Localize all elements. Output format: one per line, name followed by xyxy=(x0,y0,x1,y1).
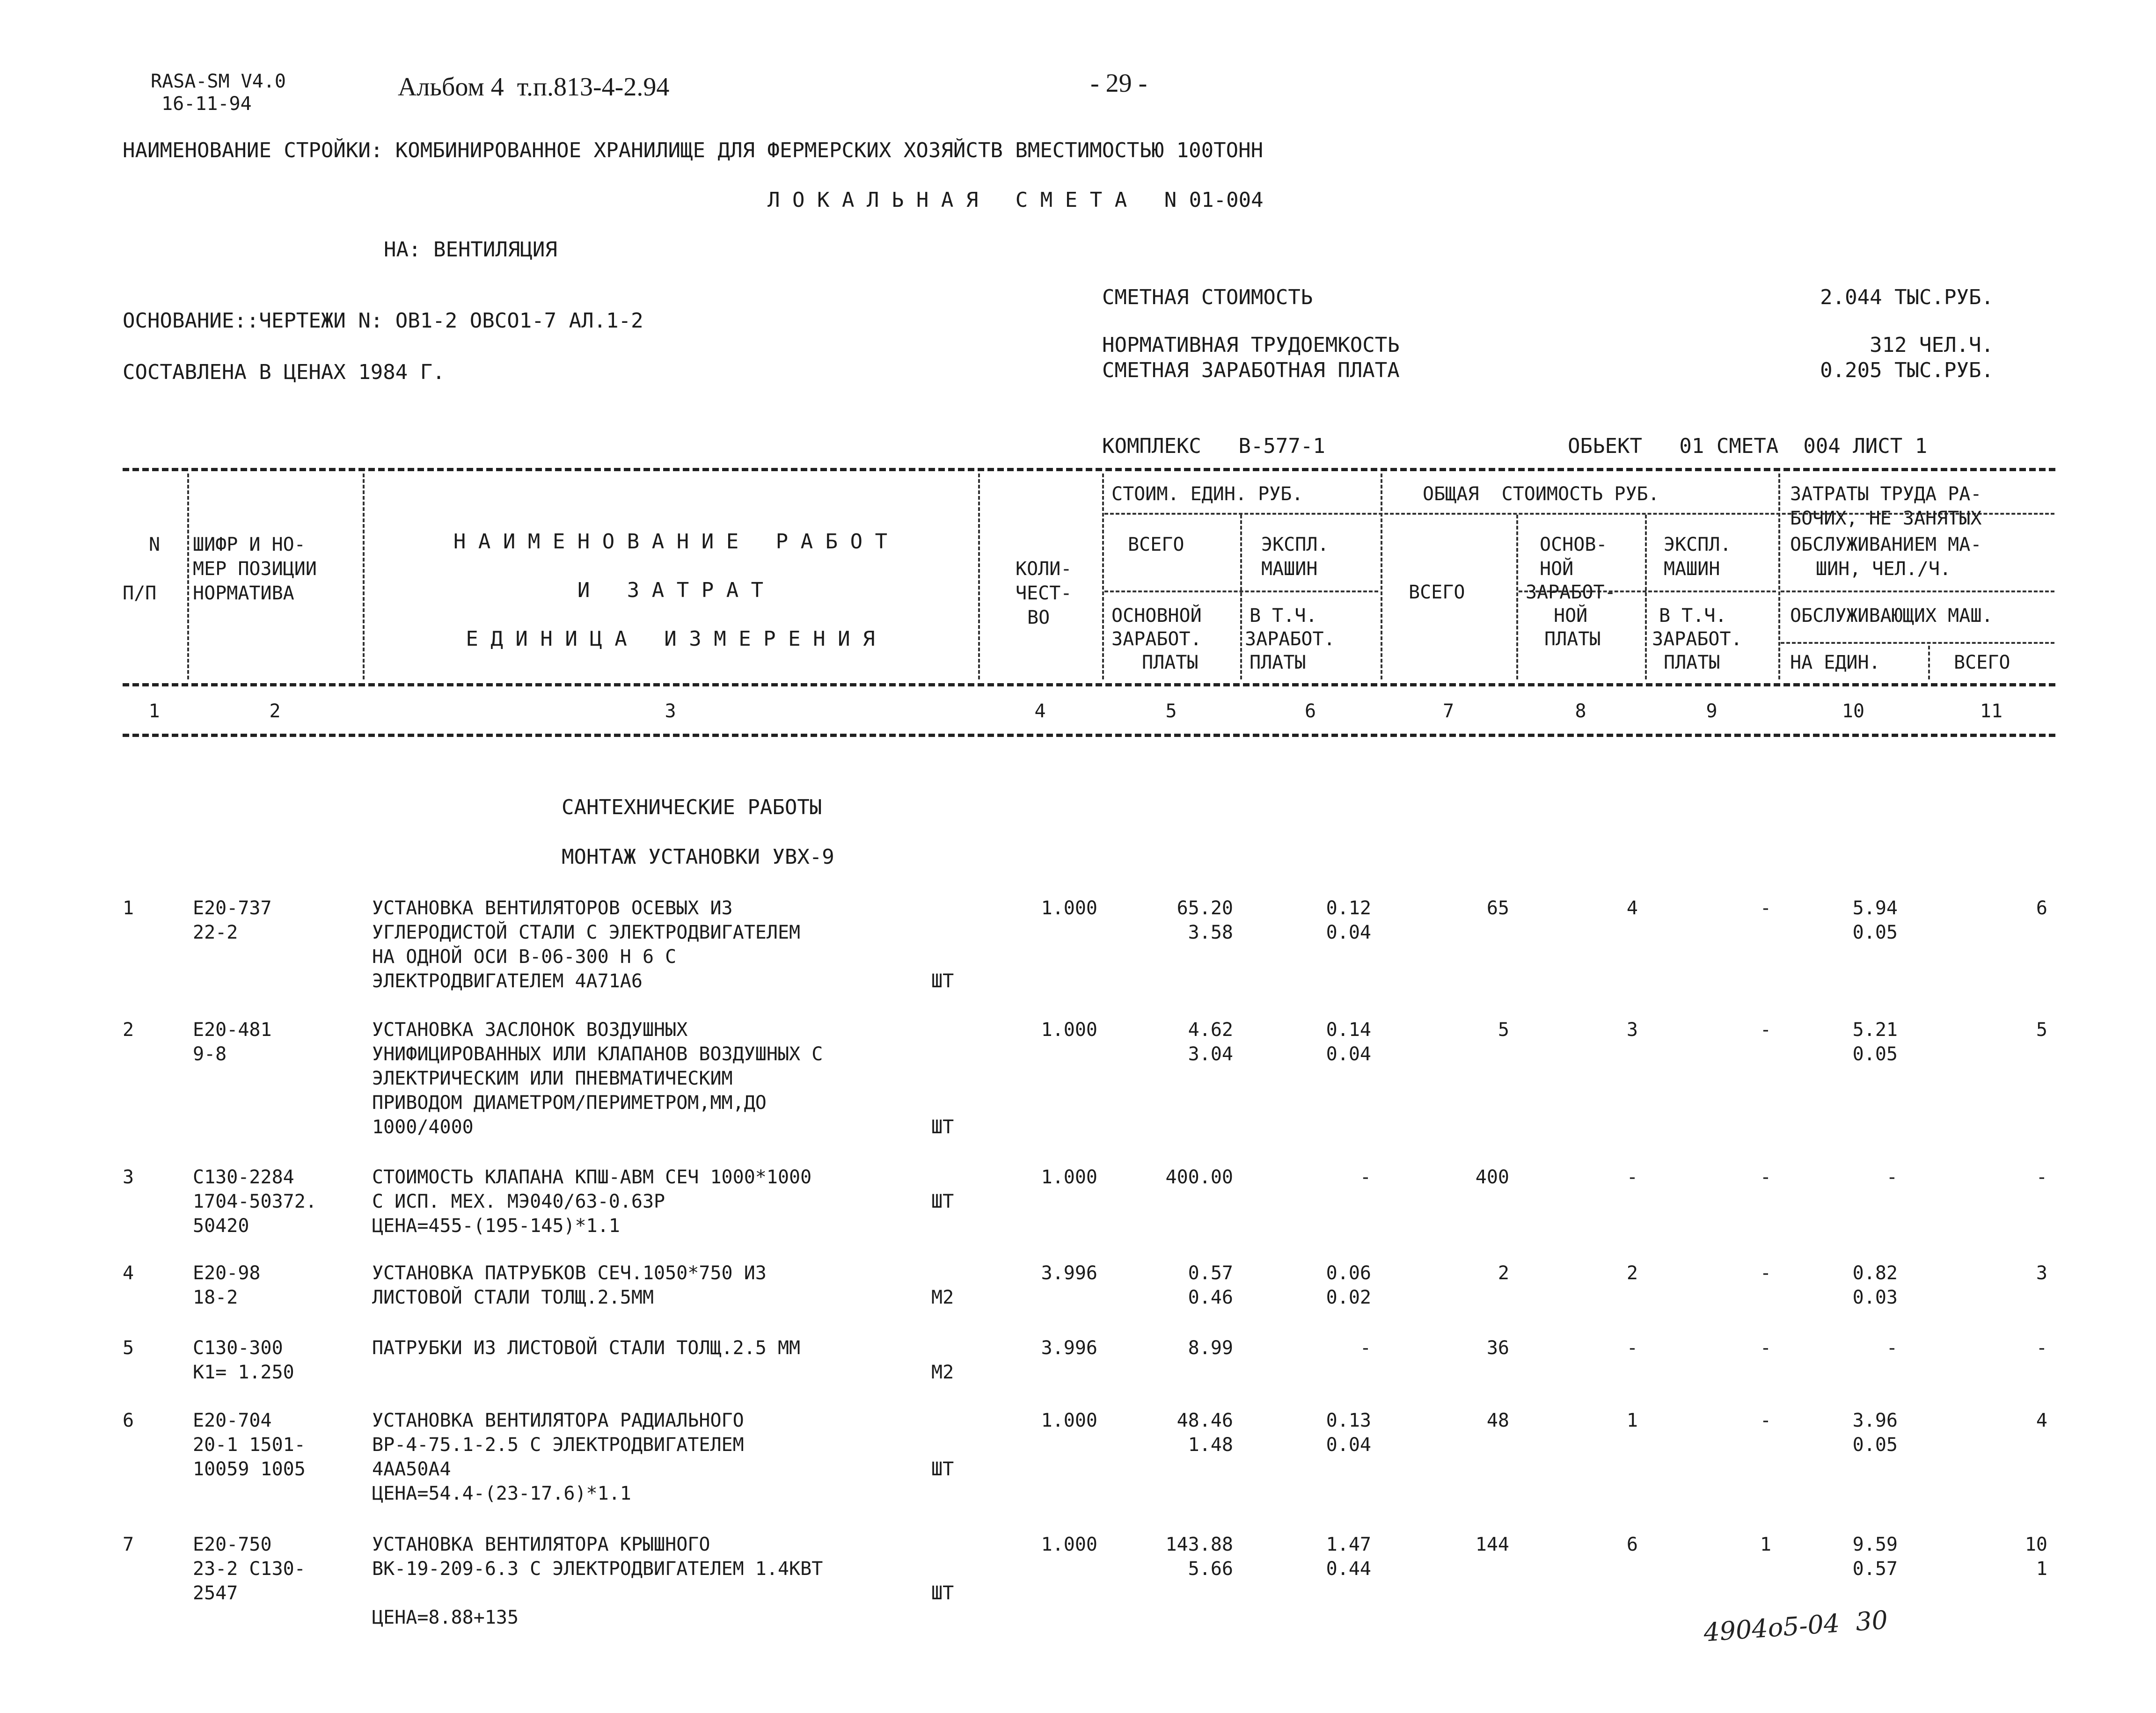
col8-header: НОЙ xyxy=(1554,605,1588,627)
handwritten-note: 4904о5-04 30 xyxy=(1703,1605,1889,1647)
row-wage-cost: - xyxy=(1626,1166,1638,1188)
row-number: 7 xyxy=(123,1534,134,1555)
row-wage-cost: 2 xyxy=(1626,1262,1638,1284)
labor-value: 312 ЧЕЛ.Ч. xyxy=(1870,333,1994,357)
row-machine-total: - xyxy=(1760,1337,1771,1359)
row-unit: ШТ xyxy=(931,1458,954,1480)
row-unit-cost: 5.66 xyxy=(1188,1558,1233,1580)
row-code: C130-300 xyxy=(193,1337,283,1359)
construction-name: НАИМЕНОВАНИЕ СТРОЙКИ: КОМБИНИРОВАННОЕ ХРАНИЛИЩЕ ДЛЯ ФЕРМЕРСКИХ ХОЗЯЙСТВ ВМЕСТИМОСТЬЮ 100ТОНН xyxy=(123,138,1264,162)
row-total-cost: 2 xyxy=(1498,1262,1509,1284)
row-labor-total: 4 xyxy=(2036,1410,2047,1431)
row-unit-cost: 8.99 xyxy=(1188,1337,1233,1359)
col-divider xyxy=(1928,646,1930,679)
col-number: 8 xyxy=(1575,700,1586,722)
row-labor-total: 3 xyxy=(2036,1262,2047,1284)
col-divider xyxy=(978,474,980,679)
row-code: E20-750 xyxy=(193,1534,272,1555)
row-name-line: ЦЕНА=54.4-(23-17.6)*1.1 xyxy=(372,1483,631,1504)
col9-header: В Т.Ч. xyxy=(1659,605,1727,627)
row-quantity: 1.000 xyxy=(1041,897,1097,919)
row-unit-cost: 1.48 xyxy=(1188,1434,1233,1456)
album-reference: Альбом 4 т.п.813-4-2.94 xyxy=(398,73,670,102)
col-divider xyxy=(1645,515,1647,679)
row-unit: ШТ xyxy=(931,1191,954,1212)
row-code: 22-2 xyxy=(193,922,238,943)
col11-header: ВСЕГО xyxy=(1954,652,2010,673)
row-total-cost: 144 xyxy=(1475,1534,1509,1555)
col2-header: МЕР ПОЗИЦИИ xyxy=(193,558,317,580)
row-labor-total: 1 xyxy=(2036,1558,2047,1580)
col4-header: КОЛИ- xyxy=(1016,558,1072,580)
row-name-line: ЦЕНА=8.88+135 xyxy=(372,1607,519,1628)
col9-header: ПЛАТЫ xyxy=(1664,652,1720,673)
col2-header: ШИФР И НО- xyxy=(193,534,306,555)
row-name-line: ВК-19-209-6.3 С ЭЛЕКТРОДВИГАТЕЛЕМ 1.4КВТ xyxy=(372,1558,823,1580)
row-number: 2 xyxy=(123,1019,134,1041)
table-rule-top xyxy=(123,468,2055,471)
row-code: E20-704 xyxy=(193,1410,272,1431)
row-name-line: ВР-4-75.1-2.5 С ЭЛЕКТРОДВИГАТЕЛЕМ xyxy=(372,1434,744,1456)
row-quantity: 3.996 xyxy=(1041,1262,1097,1284)
row-labor-total: - xyxy=(2036,1166,2047,1188)
col9-header: ЭКСПЛ. xyxy=(1664,534,1732,555)
program-name: RASA-SM V4.0 xyxy=(151,71,286,92)
row-code: 9-8 xyxy=(193,1043,227,1065)
col6-header: ПЛАТЫ xyxy=(1250,652,1306,673)
row-quantity: 1.000 xyxy=(1041,1410,1097,1431)
row-name-line: УСТАНОВКА ПАТРУБКОВ СЕЧ.1050*750 ИЗ xyxy=(372,1262,767,1284)
row-unit-cost: 0.46 xyxy=(1188,1287,1233,1308)
row-machine-cost: - xyxy=(1359,1337,1371,1359)
row-labor-per-unit: 0.03 xyxy=(1852,1287,1898,1308)
col-number: 9 xyxy=(1706,700,1717,722)
row-name-line: СТОИМОСТЬ КЛАПАНА КПШ-АВМ СЕЧ 1000*1000 xyxy=(372,1166,812,1188)
col4-header: ВО xyxy=(1027,607,1050,628)
col-number: 6 xyxy=(1304,700,1316,722)
col-number: 10 xyxy=(1842,700,1865,722)
row-wage-cost: 4 xyxy=(1626,897,1638,919)
labor-group-header: ЗАТРАТЫ ТРУДА РА- xyxy=(1790,483,1982,505)
row-labor-total: 10 xyxy=(2024,1534,2047,1555)
col5-header: ВСЕГО xyxy=(1128,534,1184,555)
col5-header: ЗАРАБОТ. xyxy=(1111,628,1202,650)
row-machine-total: - xyxy=(1760,1166,1771,1188)
row-code: C130-2284 xyxy=(193,1166,294,1188)
complex-code: КОМПЛЕКС В-577-1 xyxy=(1102,434,1325,458)
row-name-line: ЭЛЕКТРИЧЕСКИМ ИЛИ ПНЕВМАТИЧЕСКИМ xyxy=(372,1068,733,1089)
object-code: ОБЬЕКТ 01 СМЕТА 004 ЛИСТ 1 xyxy=(1568,434,1928,458)
row-machine-total: - xyxy=(1760,1262,1771,1284)
row-labor-per-unit: 0.05 xyxy=(1852,1043,1898,1065)
row-number: 1 xyxy=(123,897,134,919)
row-quantity: 1.000 xyxy=(1041,1166,1097,1188)
col-number: 11 xyxy=(1980,700,2003,722)
row-machine-cost: 0.13 xyxy=(1326,1410,1371,1431)
table-rule-bottom xyxy=(123,734,2055,737)
col6-header: В Т.Ч. xyxy=(1250,605,1317,627)
row-machine-cost: 0.02 xyxy=(1326,1287,1371,1308)
row-quantity: 3.996 xyxy=(1041,1337,1097,1359)
row-name-line: ПАТРУБКИ ИЗ ЛИСТОВОЙ СТАЛИ ТОЛЩ.2.5 ММ xyxy=(372,1337,801,1359)
wage-value: 0.205 ТЫС.РУБ. xyxy=(1820,358,1994,382)
section-subtitle: МОНТАЖ УСТАНОВКИ УВХ-9 xyxy=(562,845,834,869)
col-number: 2 xyxy=(269,700,281,722)
row-name-line: ЦЕНА=455-(195-145)*1.1 xyxy=(372,1215,620,1237)
col8-header: ЗАРАБОТ- xyxy=(1526,582,1616,603)
row-quantity: 1.000 xyxy=(1041,1534,1097,1555)
col-divider xyxy=(363,474,365,679)
row-unit-cost: 143.88 xyxy=(1165,1534,1233,1555)
row-name-line: УСТАНОВКА ВЕНТИЛЯТОРА КРЫШНОГО xyxy=(372,1534,710,1555)
col7-header: ВСЕГО xyxy=(1409,582,1465,603)
row-labor-per-unit: - xyxy=(1886,1337,1898,1359)
row-machine-cost: 0.06 xyxy=(1326,1262,1371,1284)
row-number: 6 xyxy=(123,1410,134,1431)
row-labor-per-unit: 5.94 xyxy=(1852,897,1898,919)
row-labor-per-unit: 5.21 xyxy=(1852,1019,1898,1041)
row-machine-cost: 0.12 xyxy=(1326,897,1371,919)
estimate-basis: ОСНОВАНИЕ::ЧЕРТЕЖИ N: ОВ1-2 ОВСО1-7 АЛ.1-2 xyxy=(123,309,643,333)
row-name-line: 1000/4000 xyxy=(372,1116,474,1138)
estimate-subject: НА: ВЕНТИЛЯЦИЯ xyxy=(384,238,557,262)
col5-header: ОСНОВНОЙ xyxy=(1111,605,1202,627)
row-name-line: УНИФИЦИРОВАННЫХ ИЛИ КЛАПАНОВ ВОЗДУШНЫХ С xyxy=(372,1043,823,1065)
col8-header: НОЙ xyxy=(1540,558,1574,580)
col-number: 5 xyxy=(1165,700,1177,722)
labor-group-header: ШИН, ЧЕЛ./Ч. xyxy=(1816,558,1951,580)
row-wage-cost: 6 xyxy=(1626,1534,1638,1555)
row-machine-cost: - xyxy=(1359,1166,1371,1188)
row-name-line: УСТАНОВКА ВЕНТИЛЯТОРОВ ОСЕВЫХ ИЗ xyxy=(372,897,733,919)
row-total-cost: 5 xyxy=(1498,1019,1509,1041)
row-name-line: УСТАНОВКА ВЕНТИЛЯТОРА РАДИАЛЬНОГО xyxy=(372,1410,744,1431)
row-number: 4 xyxy=(123,1262,134,1284)
row-total-cost: 65 xyxy=(1486,897,1509,919)
row-unit-cost: 4.62 xyxy=(1188,1019,1233,1041)
row-code: 18-2 xyxy=(193,1287,238,1308)
row-quantity: 1.000 xyxy=(1041,1019,1097,1041)
row-name-line: НА ОДНОЙ ОСИ В-06-300 Н 6 С xyxy=(372,946,677,968)
col3-header: Н А И М Е Н О В А Н И Е Р А Б О Т xyxy=(453,530,888,554)
col3-header: Е Д И Н И Ц А И З М Е Р Е Н И Я xyxy=(466,627,875,651)
row-machine-total: 1 xyxy=(1760,1534,1771,1555)
col4-header: ЧЕСТ- xyxy=(1016,583,1072,604)
labor-group-header: БОЧИХ, НЕ ЗАНЯТЫХ xyxy=(1790,508,1982,529)
cost-label: СМЕТНАЯ СТОИМОСТЬ xyxy=(1102,285,1313,309)
row-number: 3 xyxy=(123,1166,134,1188)
col-divider xyxy=(1102,474,1104,679)
section-title: САНТЕХНИЧЕСКИЕ РАБОТЫ xyxy=(562,795,822,819)
row-name-line: С ИСП. МЕХ. МЭ040/63-0.63Р xyxy=(372,1191,665,1212)
col-divider xyxy=(187,474,189,679)
col9-header: ЗАРАБОТ. xyxy=(1652,628,1742,650)
labor-group-header: ОБСЛУЖИВАЮЩИХ МАШ. xyxy=(1790,605,1993,627)
row-code: 1704-50372. xyxy=(193,1191,317,1212)
row-machine-cost: 1.47 xyxy=(1326,1534,1371,1555)
row-code: E20-98 xyxy=(193,1262,261,1284)
col-number: 7 xyxy=(1442,700,1454,722)
col-divider xyxy=(1516,515,1518,679)
table-rule-mid xyxy=(123,683,2055,686)
row-code: 20-1 1501- xyxy=(193,1434,306,1456)
row-code: 23-2 C130- xyxy=(193,1558,306,1580)
col10-header: НА ЕДИН. xyxy=(1790,652,1880,673)
row-unit: ШТ xyxy=(931,970,954,992)
col1-header: N xyxy=(149,534,161,555)
row-unit: ШТ xyxy=(931,1116,954,1138)
col-number: 1 xyxy=(148,700,160,722)
col2-header: НОРМАТИВА xyxy=(193,583,294,604)
col6-header: ЭКСПЛ. xyxy=(1261,534,1329,555)
col-divider xyxy=(1778,474,1780,679)
row-labor-total: 6 xyxy=(2036,897,2047,919)
row-machine-total: - xyxy=(1760,897,1771,919)
row-unit-cost: 48.46 xyxy=(1177,1410,1233,1431)
row-machine-cost: 0.04 xyxy=(1326,1434,1371,1456)
row-labor-per-unit: 3.96 xyxy=(1852,1410,1898,1431)
row-machine-cost: 0.04 xyxy=(1326,1043,1371,1065)
col6-header: ЗАРАБОТ. xyxy=(1245,628,1335,650)
row-unit-cost: 3.04 xyxy=(1188,1043,1233,1065)
row-name-line: ЛИСТОВОЙ СТАЛИ ТОЛЩ.2.5ММ xyxy=(372,1287,654,1308)
col8-header: ОСНОВ- xyxy=(1540,534,1608,555)
row-code: E20-481 xyxy=(193,1019,272,1041)
col-divider xyxy=(1381,474,1382,679)
header-subrule xyxy=(1104,590,1378,592)
col8-header: ПЛАТЫ xyxy=(1544,628,1601,650)
row-labor-per-unit: 0.05 xyxy=(1852,922,1898,943)
row-code: K1= 1.250 xyxy=(193,1362,294,1383)
col9-header: МАШИН xyxy=(1664,558,1720,580)
row-code: 50420 xyxy=(193,1215,249,1237)
estimate-title: Л О К А Л Ь Н А Я С М Е Т А N 01-004 xyxy=(767,188,1264,212)
row-total-cost: 48 xyxy=(1486,1410,1509,1431)
header-subrule xyxy=(1781,590,2054,592)
unit-cost-group-header: СТОИМ. ЕДИН. РУБ. xyxy=(1111,483,1303,505)
row-wage-cost: 3 xyxy=(1626,1019,1638,1041)
page-number: - 29 - xyxy=(1090,69,1147,98)
row-wage-cost: - xyxy=(1626,1337,1638,1359)
col-number: 3 xyxy=(665,700,676,722)
row-machine-cost: 0.04 xyxy=(1326,922,1371,943)
row-machine-total: - xyxy=(1760,1410,1771,1431)
row-name-line: УСТАНОВКА ЗАСЛОНОК ВОЗДУШНЫХ xyxy=(372,1019,688,1041)
header-subrule xyxy=(1781,642,2054,644)
total-cost-group-header: ОБЩАЯ СТОИМОСТЬ РУБ. xyxy=(1423,483,1659,505)
price-level: СОСТАВЛЕНА В ЦЕНАХ 1984 Г. xyxy=(123,360,445,384)
labor-group-header: ОБСЛУЖИВАНИЕМ МА- xyxy=(1790,534,1982,555)
row-code: 2547 xyxy=(193,1582,238,1604)
col-divider xyxy=(1240,515,1242,679)
row-labor-total: - xyxy=(2036,1337,2047,1359)
row-unit-cost: 65.20 xyxy=(1177,897,1233,919)
row-machine-total: - xyxy=(1760,1019,1771,1041)
program-date: 16-11-94 xyxy=(161,93,252,115)
row-unit: ШТ xyxy=(931,1582,954,1604)
row-unit-cost: 400.00 xyxy=(1165,1166,1233,1188)
col1-header: П/П xyxy=(123,583,157,604)
col-number: 4 xyxy=(1034,700,1046,722)
row-wage-cost: 1 xyxy=(1626,1410,1638,1431)
col5-header: ПЛАТЫ xyxy=(1142,652,1199,673)
row-name-line: УГЛЕРОДИСТОЙ СТАЛИ С ЭЛЕКТРОДВИГАТЕЛЕМ xyxy=(372,922,801,943)
row-name-line: 4АА50А4 xyxy=(372,1458,451,1480)
row-labor-per-unit: 0.57 xyxy=(1852,1558,1898,1580)
col6-header: МАШИН xyxy=(1261,558,1318,580)
row-name-line: ПРИВОДОМ ДИАМЕТРОМ/ПЕРИМЕТРОМ,ММ,ДО xyxy=(372,1092,767,1114)
row-total-cost: 36 xyxy=(1486,1337,1509,1359)
row-machine-cost: 0.44 xyxy=(1326,1558,1371,1580)
row-machine-cost: 0.14 xyxy=(1326,1019,1371,1041)
row-labor-per-unit: 0.05 xyxy=(1852,1434,1898,1456)
row-labor-total: 5 xyxy=(2036,1019,2047,1041)
row-unit-cost: 0.57 xyxy=(1188,1262,1233,1284)
row-unit: М2 xyxy=(931,1362,954,1383)
col3-header: И З А Т Р А Т xyxy=(577,578,764,602)
row-labor-per-unit: - xyxy=(1886,1166,1898,1188)
row-name-line: ЭЛЕКТРОДВИГАТЕЛЕМ 4А71А6 xyxy=(372,970,643,992)
row-labor-per-unit: 9.59 xyxy=(1852,1534,1898,1555)
row-code: E20-737 xyxy=(193,897,272,919)
row-unit-cost: 3.58 xyxy=(1188,922,1233,943)
row-total-cost: 400 xyxy=(1475,1166,1509,1188)
cost-value: 2.044 ТЫС.РУБ. xyxy=(1820,285,1994,309)
wage-label: СМЕТНАЯ ЗАРАБОТНАЯ ПЛАТА xyxy=(1102,358,1400,382)
row-code: 10059 1005 xyxy=(193,1458,306,1480)
row-labor-per-unit: 0.82 xyxy=(1852,1262,1898,1284)
row-unit: М2 xyxy=(931,1287,954,1308)
labor-label: НОРМАТИВНАЯ ТРУДОЕМКОСТЬ xyxy=(1102,333,1400,357)
row-number: 5 xyxy=(123,1337,134,1359)
